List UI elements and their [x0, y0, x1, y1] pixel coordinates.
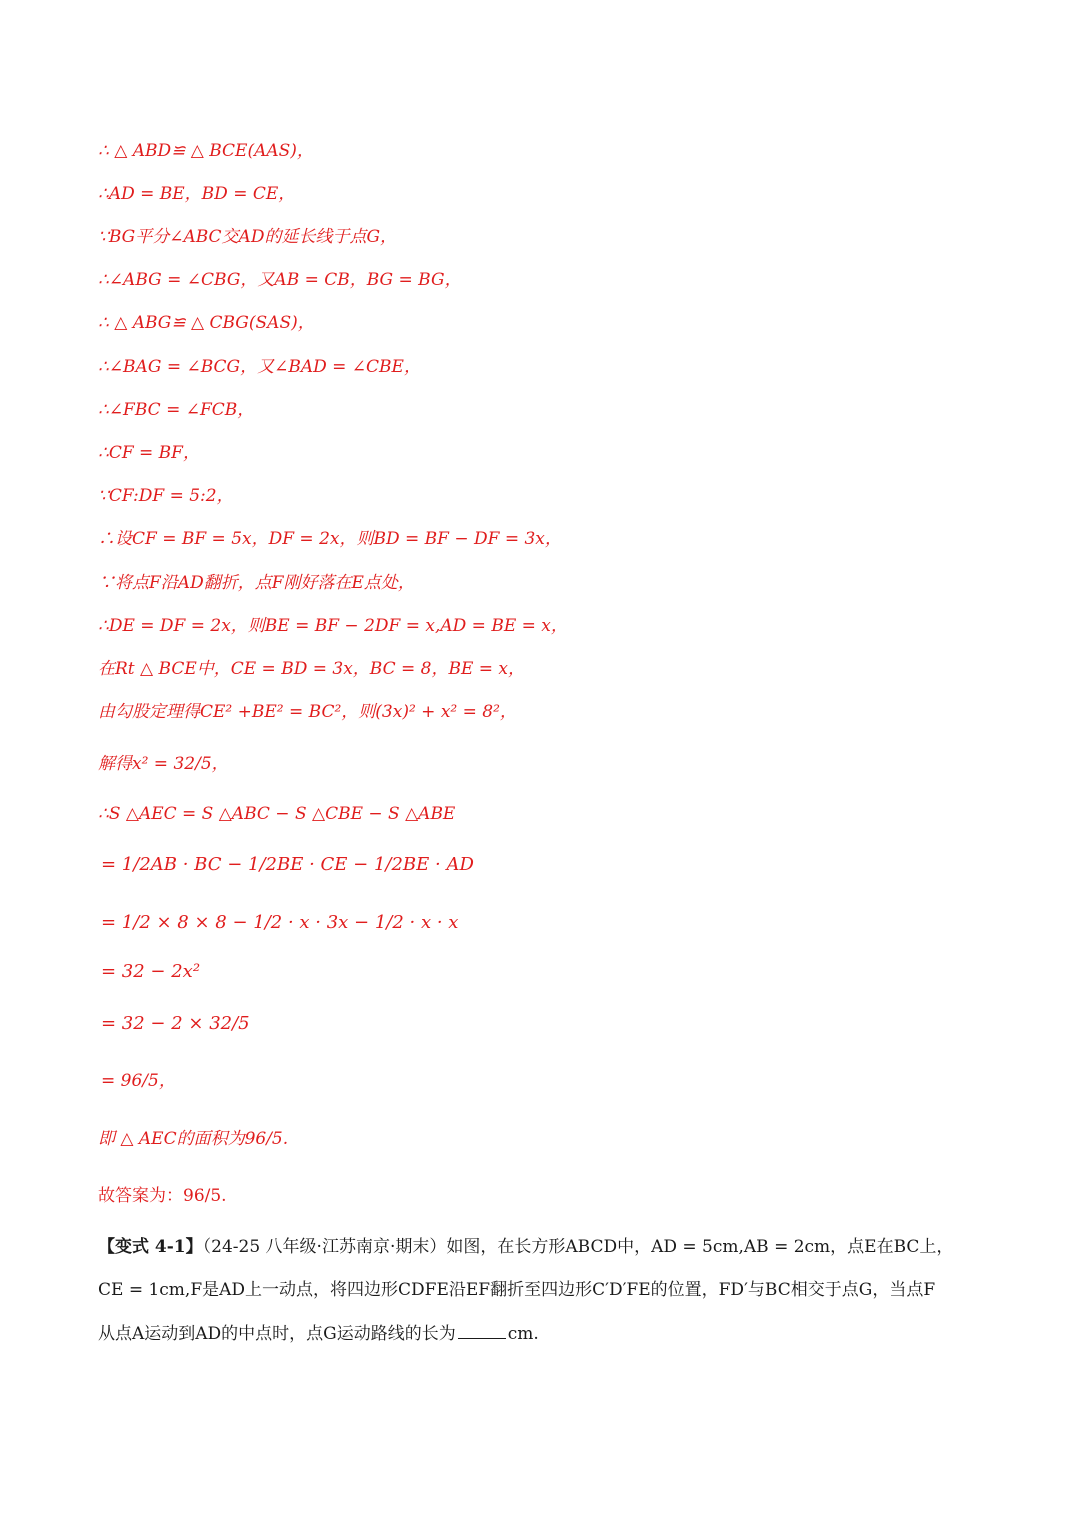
solution-line: = 1/2AB · BC − 1/2BE · CE − 1/2BE · AD	[101, 854, 474, 875]
solution-line: ∵将点F沿AD翻折，点F刚好落在E点处，	[98, 573, 415, 593]
solution-line: 由勾股定理得CE² +BE² = BC²，则(3x)² + x² = 8²，	[98, 702, 517, 722]
solution-line: ∴∠ABG = ∠CBG，又AB = CB，BG = BG，	[98, 270, 462, 290]
question-line-2: CE = 1cm,F是AD上一动点，将四边形CDFE沿EF翻折至四边形C′D′FE的位置，FD′与BC相交于点G，当点F	[98, 1280, 936, 1300]
solution-line: ∴ △ ABD≌ △ BCE(AAS)，	[98, 141, 314, 161]
answer-line: 故答案为：96/5.	[98, 1186, 227, 1206]
question-unit: cm.	[507, 1324, 539, 1344]
solution-line: ∴设CF = BF = 5x，DF = 2x，则BD = BF − DF = 3x，	[98, 529, 562, 549]
question-text: 从点A运动到AD的中点时，点G运动路线的长为	[98, 1324, 456, 1344]
solution-line: ∴S △AEC = S △ABC − S △CBE − S △ABE	[98, 804, 456, 824]
question-line-1	[98, 1235, 953, 1259]
question-text: （24-25 八年级·江苏南京·期末）如图，在长方形ABCD中，AD = 5cm,AB = 2cm，点E在BC上，	[202, 1237, 954, 1257]
answer-blank[interactable]	[458, 1322, 506, 1339]
question-line-3	[98, 1322, 539, 1346]
solution-line: ∴ △ ABG≌ △ CBG(SAS)，	[98, 313, 315, 333]
solution-line: 即 △ AEC的面积为96/5.	[98, 1129, 289, 1149]
question-label: 【变式 4-1】	[98, 1237, 203, 1257]
solution-line: ∵BG平分∠ABC交AD的延长线于点G，	[98, 227, 398, 247]
solution-line: ∴∠BAG = ∠BCG，又∠BAD = ∠CBE，	[98, 357, 421, 377]
solution-line: 解得x² = 32/5，	[98, 754, 229, 774]
solution-line: = 32 − 2 × 32/5	[101, 1013, 250, 1034]
solution-line: 在Rt △ BCE中，CE = BD = 3x，BC = 8，BE = x，	[98, 659, 526, 679]
solution-line: ∵CF:DF = 5:2，	[98, 486, 234, 506]
solution-line: = 96/5，	[101, 1071, 176, 1091]
solution-line: ∴CF = BF，	[98, 443, 200, 463]
solution-line: ∴DE = DF = 2x，则BE = BF − 2DF = x,AD = BE = x，	[98, 616, 568, 636]
solution-line: = 32 − 2x²	[101, 961, 201, 982]
solution-line: = 1/2 × 8 × 8 − 1/2 · x · 3x − 1/2 · x · x	[101, 912, 459, 933]
solution-line: ∴AD = BE，BD = CE，	[98, 184, 296, 204]
solution-line: ∴∠FBC = ∠FCB，	[98, 400, 255, 420]
